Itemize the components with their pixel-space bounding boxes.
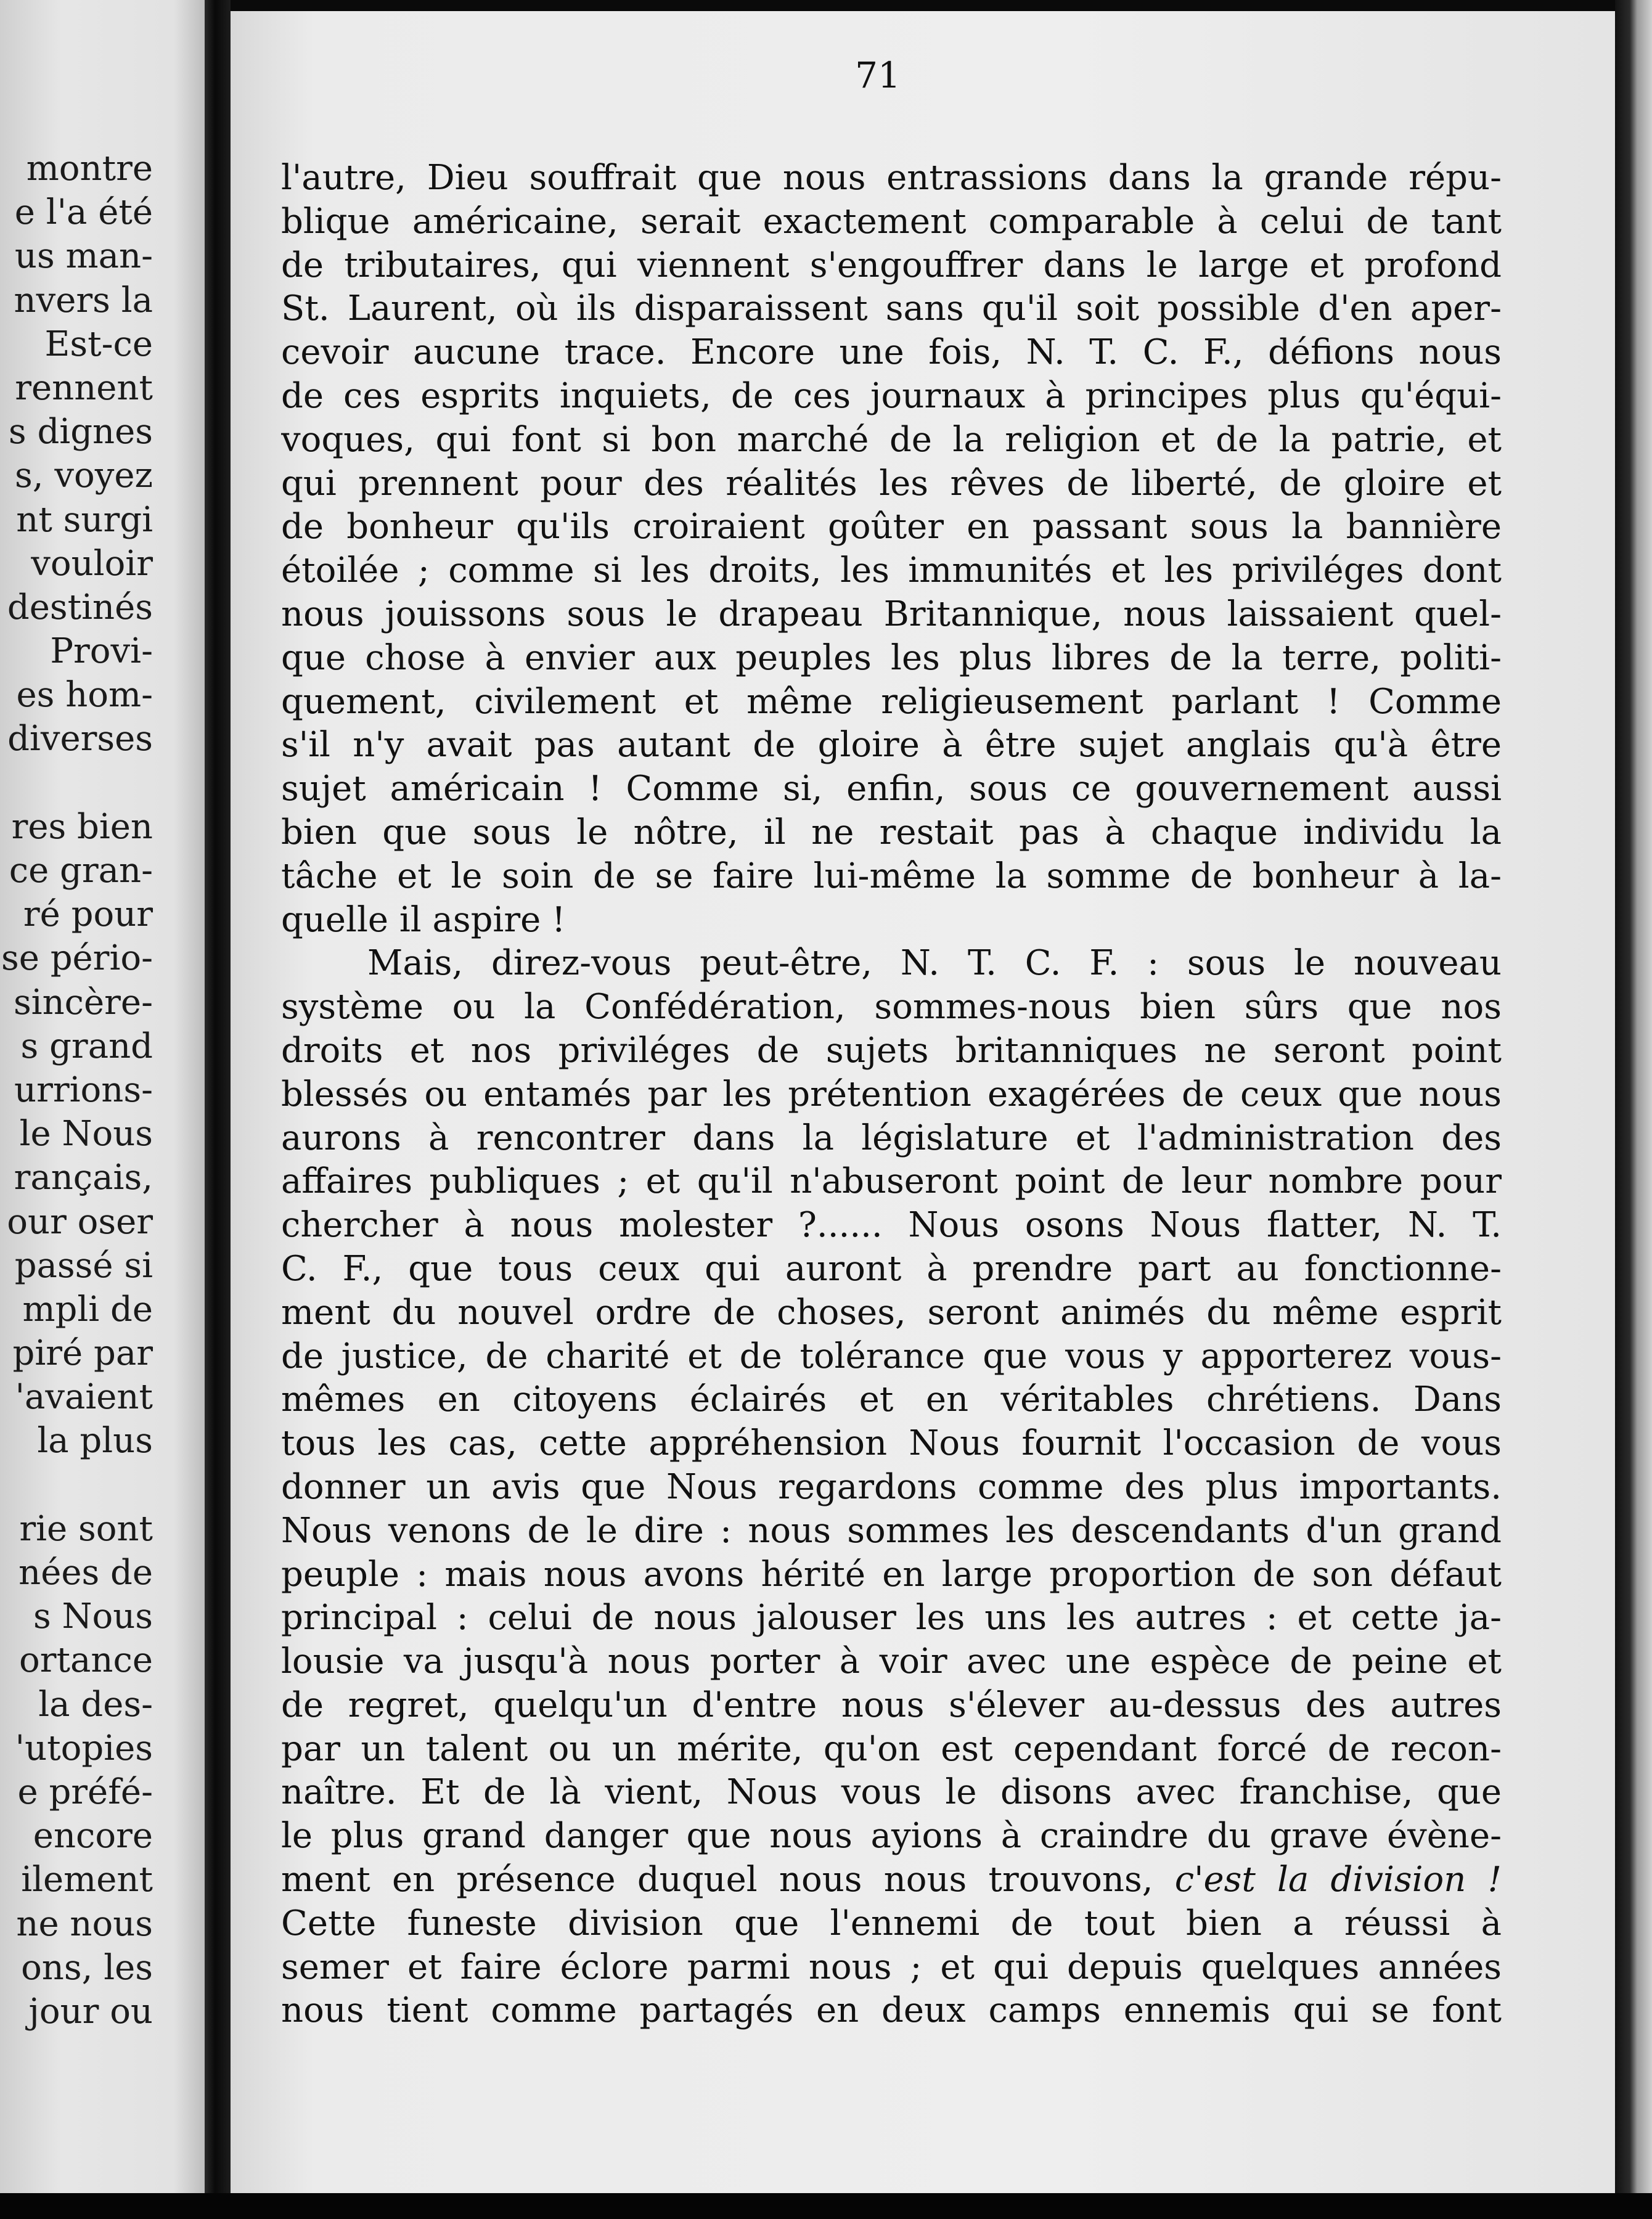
text-line	[281, 724, 1502, 767]
facing-page-line: le Nous	[19, 1114, 153, 1154]
text-line-content: ment du nouvel ordre de choses, seront animés du même esprit	[281, 1292, 1502, 1333]
facing-page-line: rennent	[15, 367, 153, 408]
text-line-content: de tributaires, qui viennent s'engouffrer dans le large et profond	[281, 245, 1502, 285]
text-line-content: Nous venons de le dire : nous sommes les descendants d'un grand	[281, 1510, 1502, 1551]
text-line-content: lousie va jusqu'à nous porter à voir avec une espèce de peine et	[281, 1641, 1502, 1682]
text-line	[281, 1728, 1502, 1772]
text-line-content: blique américaine, serait exactement comparable à celui de tant	[281, 201, 1502, 242]
text-line-content: bien que sous le nôtre, il ne restait pas à chaque individu la	[281, 812, 1502, 852]
facing-page-line: rie sont	[19, 1508, 153, 1549]
facing-page-line: nvers la	[14, 280, 153, 321]
text-line	[281, 462, 1502, 506]
facing-page-line: Provi-	[50, 631, 153, 672]
text-line-content: blessés ou entamés par les prétention exagérées de ceux que nous	[281, 1074, 1502, 1114]
text-line	[281, 1902, 1502, 1946]
facing-page-line: res bien	[11, 806, 153, 847]
facing-page-line: ce gran-	[9, 851, 153, 891]
facing-page-line: urrions-	[14, 1069, 153, 1110]
text-line	[281, 680, 1502, 724]
facing-page-line: montre	[26, 149, 153, 189]
facing-page-line: sincère-	[13, 982, 153, 1023]
text-line-content: Cette funeste division que l'ennemi de tout bien a réussi à	[281, 1903, 1502, 1943]
text-line	[281, 244, 1502, 288]
text-line	[281, 1117, 1502, 1161]
text-line-content: ment en présence duquel nous nous trouvons,	[281, 1860, 1153, 1900]
facing-page-line: s, voyez	[15, 456, 153, 496]
page-body-text	[281, 157, 1502, 2033]
text-line-content: quement, civilement et même religieusement parlant ! Comme	[281, 681, 1502, 722]
text-line-content: de ces esprits inquiets, de ces journaux à principes plus qu'équi-	[281, 375, 1502, 416]
text-line-content: quelle il aspire !	[281, 899, 566, 940]
text-line-content: étoilée ; comme si les droits, les immunités et les priviléges dont	[281, 550, 1502, 591]
facing-page-line: vouloir	[31, 543, 153, 584]
text-line	[281, 1422, 1502, 1466]
text-line	[281, 1553, 1502, 1597]
text-line	[281, 1946, 1502, 1990]
facing-page-line: diverses	[7, 719, 153, 759]
text-line-content: naître. Et de là vient, Nous vous le disons avec franchise, que	[281, 1772, 1502, 1813]
facing-page-line: us man-	[14, 236, 153, 277]
text-line	[281, 1029, 1502, 1073]
facing-page-line: encore	[33, 1816, 153, 1857]
text-line-content: système ou la Confédération, sommes-nous bien sûrs que nos	[281, 987, 1502, 1028]
text-line-content: voques, qui font si bon marché de la religion et de la patrie, et	[281, 419, 1502, 460]
italic-phrase: c'est la division !	[1174, 1860, 1502, 1900]
text-line	[281, 1335, 1502, 1379]
text-line-content: St. Laurent, où ils disparaissent sans qu'il soit possible d'en aper-	[281, 288, 1502, 329]
facing-page-line: la des-	[38, 1684, 153, 1725]
facing-page-line: ilement	[21, 1860, 153, 1900]
text-line	[281, 375, 1502, 419]
facing-page-line: ons, les	[21, 1947, 153, 1988]
text-line-content: C. F., que tous ceux qui auront à prendre part au fonctionne-	[281, 1248, 1502, 1289]
text-line-content: s'il n'y avait pas autant de gloire à être sujet anglais qu'à être	[281, 725, 1502, 766]
text-line	[281, 1160, 1502, 1204]
facing-page-line: e préfé-	[17, 1772, 153, 1812]
text-line-content: de regret, quelqu'un d'entre nous s'élever au-dessus des autres	[281, 1685, 1502, 1725]
text-line	[281, 1640, 1502, 1684]
facing-page-line: rançais,	[14, 1158, 153, 1198]
text-line	[281, 157, 1502, 200]
text-line-content: affaires publiques ; et qu'il n'abuseront point de leur nombre pour	[281, 1161, 1502, 1202]
text-line-content: aurons à rencontrer dans la législature et l'administration des	[281, 1118, 1502, 1158]
text-line	[281, 1858, 1502, 1902]
facing-page-left	[0, 0, 205, 2219]
text-line	[281, 899, 1502, 942]
book-gutter	[205, 0, 231, 2219]
text-line-content: principal : celui de nous jalouser les uns les autres : et cette ja-	[281, 1598, 1502, 1638]
facing-page-line	[0, 761, 153, 805]
text-line	[281, 1596, 1502, 1640]
facing-page-line: 'utopies	[15, 1728, 153, 1768]
text-line	[281, 505, 1502, 549]
text-line	[281, 811, 1502, 855]
text-line-content: peuple : mais nous avons hérité en large proportion de son défaut	[281, 1554, 1502, 1595]
text-line	[281, 1073, 1502, 1117]
facing-page-line: ne nous	[16, 1903, 153, 1944]
text-line	[281, 986, 1502, 1029]
text-line-content: sujet américain ! Comme si, enfin, sous ce gouvernement aussi	[281, 769, 1502, 809]
text-line-content: chercher à nous molester ?...... Nous osons Nous flatter, N. T.	[281, 1205, 1502, 1246]
facing-page-line: nées de	[18, 1553, 153, 1593]
facing-page-line: s grand	[20, 1026, 153, 1066]
text-line	[281, 287, 1502, 331]
facing-page-line: es hom-	[16, 675, 153, 716]
text-line-content: qui prennent pour des réalités les rêves de liberté, de gloire et	[281, 463, 1502, 504]
text-line-content: de justice, de charité et de tolérance que vous y apporterez vous-	[281, 1336, 1502, 1376]
facing-page-line: mpli de	[22, 1289, 153, 1330]
facing-page-line: se pério-	[1, 938, 153, 979]
facing-page-line: s Nous	[33, 1596, 153, 1637]
text-line-content: donner un avis que Nous regardons comme des plus importants.	[281, 1466, 1502, 1507]
facing-page-text	[0, 147, 153, 2033]
page-edge-right	[1615, 0, 1652, 2219]
facing-page-line: Est-ce	[44, 324, 153, 364]
facing-page-line: nt surgi	[16, 499, 153, 540]
facing-page-line: our oser	[7, 1201, 153, 1242]
text-line	[281, 1989, 1502, 2033]
text-line	[281, 1771, 1502, 1815]
page-71	[231, 11, 1615, 2193]
facing-page-line: la plus	[37, 1421, 153, 1461]
text-line	[281, 767, 1502, 811]
text-line-content: l'autre, Dieu souffrait que nous entrassions dans la grande répu-	[281, 158, 1502, 198]
text-line	[281, 1204, 1502, 1248]
text-line-content: de bonheur qu'ils croiraient goûter en passant sous la bannière	[281, 507, 1502, 547]
text-line	[281, 1684, 1502, 1728]
text-line	[281, 549, 1502, 593]
text-line	[281, 419, 1502, 462]
text-line	[281, 942, 1502, 986]
facing-page-line: piré par	[12, 1333, 153, 1374]
facing-page-line: ortance	[19, 1640, 153, 1681]
facing-page-line: destinés	[7, 587, 153, 627]
text-line	[281, 1378, 1502, 1422]
text-line-content: par un talent ou un mérite, qu'on est cependant forcé de recon-	[281, 1728, 1502, 1769]
facing-page-line	[0, 1463, 153, 1507]
text-line-content: que chose à envier aux peuples les plus libres de la terre, politi-	[281, 637, 1502, 678]
facing-page-line: e l'a été	[14, 192, 153, 233]
text-line	[281, 1291, 1502, 1335]
facing-page-line: s dignes	[8, 412, 153, 452]
facing-page-line: 'avaient	[15, 1377, 153, 1418]
facing-page-line: jour ou	[28, 1991, 153, 2032]
text-line-content: semer et faire éclore parmi nous ; et qui depuis quelques années	[281, 1947, 1502, 1987]
text-line-content: le plus grand danger que nous ayions à craindre du grave évène-	[281, 1816, 1502, 1857]
facing-page-line: passé si	[14, 1245, 153, 1286]
text-line-content: droits et nos priviléges de sujets britanniques ne seront point	[281, 1030, 1502, 1071]
facing-page-line: ré pour	[23, 894, 153, 935]
text-line	[281, 1248, 1502, 1291]
text-line	[281, 331, 1502, 375]
text-line-content: tâche et le soin de se faire lui-même la somme de bonheur à la-	[281, 856, 1502, 896]
text-line	[281, 200, 1502, 244]
text-line	[281, 637, 1502, 680]
text-line	[281, 1466, 1502, 1510]
text-line-content: mêmes en citoyens éclairés et en véritables chrétiens. Dans	[281, 1379, 1502, 1420]
text-line-content: tous les cas, cette appréhension Nous fournit l'occasion de vous	[281, 1423, 1502, 1464]
scan-border-bottom	[0, 2193, 1652, 2219]
text-line-content: Mais, direz-vous peut-être, N. T. C. F. : sous le nouveau	[367, 943, 1502, 984]
text-line-content: cevoir aucune trace. Encore une fois, N. T. C. F., défions nous	[281, 332, 1502, 373]
text-line	[281, 855, 1502, 899]
text-line	[281, 1815, 1502, 1858]
text-line	[281, 1510, 1502, 1553]
page-number: 71	[855, 54, 901, 96]
text-line-content: nous jouissons sous le drapeau Britannique, nous laissaient quel-	[281, 594, 1502, 634]
text-line	[281, 593, 1502, 637]
text-line-content: nous tient comme partagés en deux camps ennemis qui se font	[281, 1990, 1502, 2031]
